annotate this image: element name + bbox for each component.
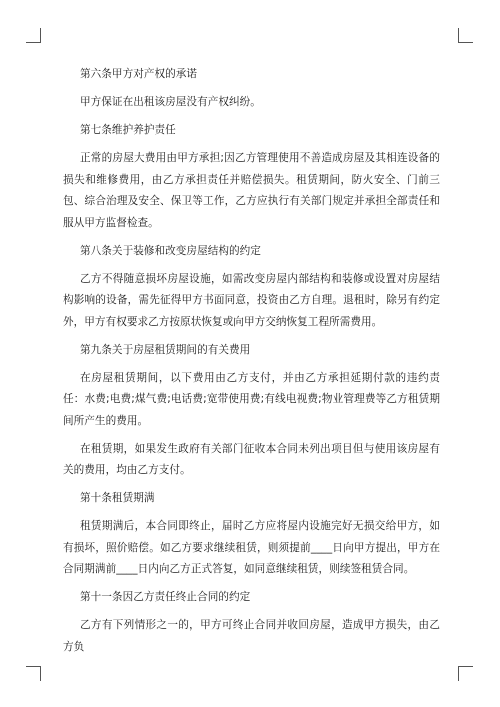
clause-9-text-1: 在房屋租赁期间，以下费用由乙方支付，并由乙方承担延期付款的违约责任：水费;电费;煤气费;电话费;宽带使用费;有线电视费;物业管理费等乙方租赁期间所产生的费用。: [63, 371, 440, 427]
clause-10-text: 租赁期满后，本合同即终止，届时乙方应将屋内设施完好无损交给甲方，如有损坏，照价赔偿。如乙方要求继续租赁，则须提前____日向甲方提出，甲方在合同期满前____日内向乙方正式答复，如同意继续租赁，则续签租赁合同。: [63, 520, 440, 575]
clause-10-heading: 第十条租赁期满: [80, 492, 155, 504]
clause-9-text-2: 在租赁期，如果发生政府有关部门征收本合同未列出项目但与使用该房屋有关的费用，均由乙方支付。: [63, 442, 440, 476]
clause-6-text: 甲方保证在出租该房屋没有产权纠纷。: [80, 96, 261, 108]
clause-11-heading: 第十一条因乙方责任终止合同的约定: [80, 591, 251, 603]
crop-mark-top-left: [26, 28, 41, 43]
document-body: [63, 64, 440, 665]
clause-8-heading: 第八条关于装修和改变房屋结构的约定: [80, 244, 261, 257]
clause-11-text: 乙方有下列情形之一的，甲方可终止合同并收回房屋，造成甲方损失，由乙方负: [63, 619, 440, 653]
clause-8-text: 乙方不得随意损坏房屋设施，如需改变房屋内部结构和装修或设置对房屋结构影响的设备，需先征得甲方书面同意，投资由乙方自理。退租时，除另有约定外，甲方有权要求乙方按原状恢复或向甲方交纳恢复工程所需费用。: [63, 272, 440, 328]
clause-6-heading: 第六条甲方对产权的承诺: [80, 68, 198, 80]
crop-mark-bottom-left: [26, 666, 41, 681]
crop-mark-bottom-right: [458, 666, 473, 681]
clause-7-heading: 第七条维护养护责任: [80, 124, 176, 136]
clause-9-heading: 第九条关于房屋租赁期间的有关费用: [80, 343, 251, 356]
crop-mark-top-right: [458, 28, 473, 43]
clause-7-text: 正常的房屋大费用由甲方承担;因乙方管理使用不善造成房屋及其相连设备的损失和维修费用，由乙方承担责任并赔偿损失。租赁期间，防火安全、门前三包、综合治理及安全、保卫等工作，乙方应执行有关部门规定并承担全部责任和服从甲方监督检查。: [63, 152, 440, 229]
